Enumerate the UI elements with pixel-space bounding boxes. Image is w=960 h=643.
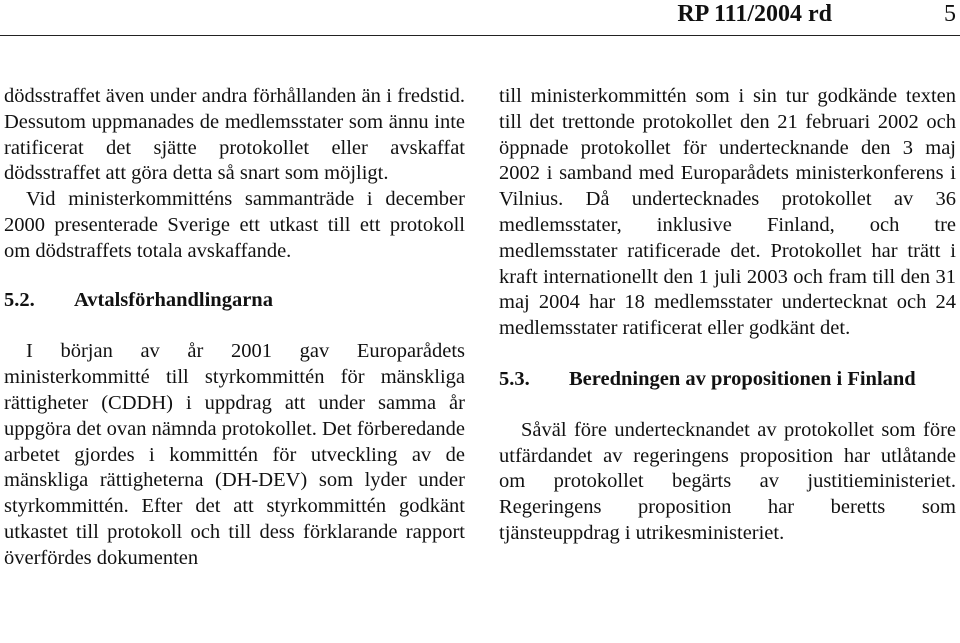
section-number: 5.2. <box>4 288 35 311</box>
page-header <box>0 0 960 36</box>
left-paragraph-december-2000: Vid ministerkommitténs sammanträde i december 2000 presenterade Sverige ett utkast till ett protokoll om dödstraffets totala avskaffande. <box>4 188 465 262</box>
right-paragraph-preparation: Såväl före undertecknandet av protokollet som före utfärdandet av regeringens proposition har utlåtande om protokollet begärts av justitieministeriet. Regeringens proposition har beretts som tjänsteuppdrag i utrikesministeriet. <box>499 418 956 544</box>
section-heading-5-3 <box>499 367 956 393</box>
section-heading-5-2 <box>4 288 465 314</box>
header-divider <box>0 35 960 36</box>
section-title: Beredningen av propositionen i Finland <box>569 367 916 390</box>
left-column <box>4 84 465 572</box>
page-number: 5 <box>944 1 956 27</box>
left-paragraph-negotiations: I början av år 2001 gav Europarådets ministerkommitté till styrkommittén för mänskliga rättigheter (CDDH) i uppdrag att under samma år uppgöra det ovan nämnda protokollet. Det förberedande arbetet gjordes i kommittén för utveckling av de mänskliga rättigheterna (DH-DEV) som lyder under styrkommittén. Efter det att styrkommittén godkänt utkastet till protokoll och till dess förklarande rapport överfördes dokumenten <box>4 340 465 569</box>
right-column <box>499 84 956 547</box>
right-paragraph-continued: till ministerkommittén som i sin tur godkände texten till det trettonde protokollet den 21 februari 2002 och öppnade protokollet för undertecknande den 3 maj 2002 i samband med Europarådets ministerkonferens i Vilnius. Då undertecknades protokollet av 36 medlemsstater, inklusive Finland, och tre medlemsstater ratificerade det. Protokollet har trätt i kraft internationellt den 1 juli 2003 och fram till den 31 maj 2004 har 18 medlemsstater undertecknat och 24 medlemsstater ratificerat eller godkänt det. <box>499 85 956 340</box>
section-title: Avtalsförhandlingarna <box>74 288 273 311</box>
document-reference: RP 111/2004 rd <box>677 1 832 27</box>
section-number: 5.3. <box>499 367 530 390</box>
left-paragraph-continued: dödsstraffet även under andra förhållanden än i fredstid. Dessutom uppmanades de medlemsstater som ännu inte ratificerat det sjätte protokollet eller avskaffat dödsstraffet att göra detta så snart som möjligt. <box>4 85 465 185</box>
